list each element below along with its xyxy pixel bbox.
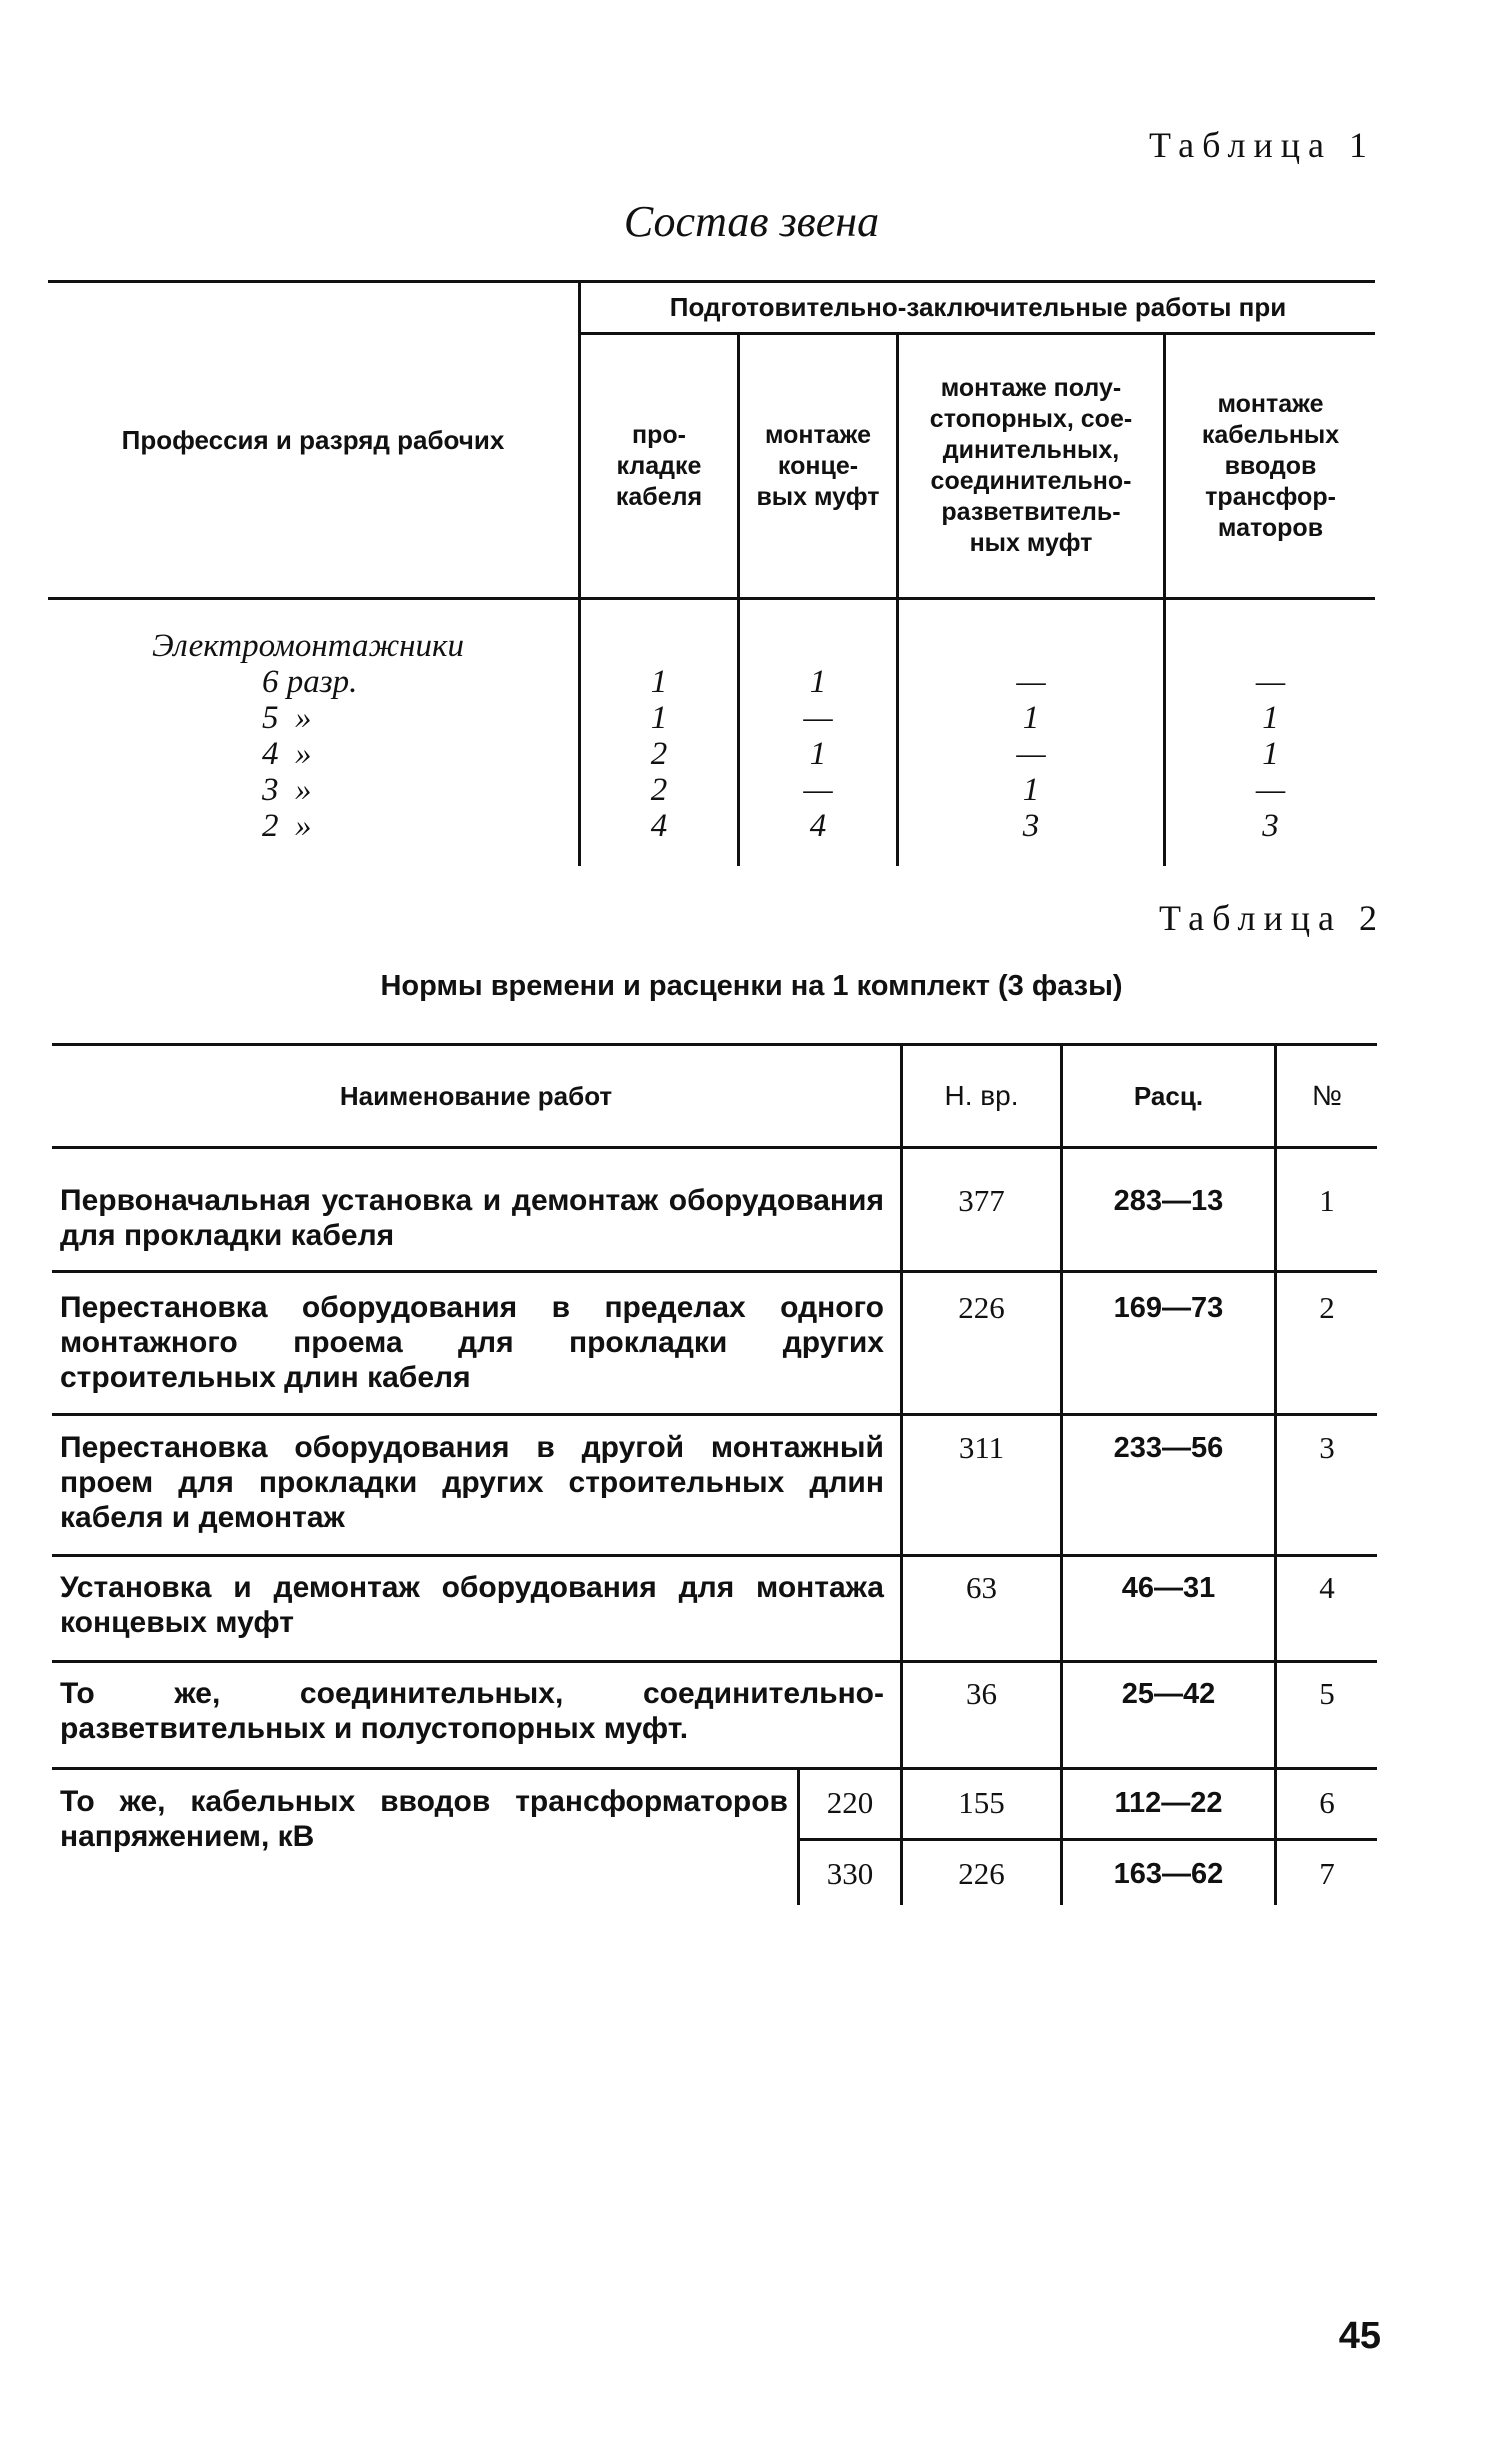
table2-subrow-voltage: 220 [826, 1785, 874, 1820]
table2-row-rate: 46—31 [1121, 1572, 1216, 1604]
table2-row-rule [52, 1554, 1377, 1557]
table2-row-norm: 377 [958, 1183, 1005, 1218]
table2-subrow-no: 6 [1319, 1785, 1335, 1820]
table2-row-no: 2 [1319, 1290, 1335, 1325]
table1-cell: 1 [650, 664, 668, 700]
table2-subrow-voltage: 330 [826, 1856, 874, 1891]
table2-row-name: Установка и демонтаж оборудования для монтажа концевых муфт [60, 1571, 884, 1639]
table1-row-grade: 4 » [262, 736, 312, 772]
table2-title: Нормы времени и расценки на 1 комплект (3 фазы) [380, 970, 1123, 1002]
table1-cell: — [1255, 772, 1286, 808]
table1-label: Таблица 1 [1149, 125, 1375, 165]
table1-cell: 1 [809, 664, 827, 700]
table1-cell: 1 [1022, 700, 1040, 736]
table2-row-rate: 233—56 [1113, 1432, 1224, 1464]
table1-header-col-4: монтаже кабельных вводов трансфор- маторов [1201, 389, 1340, 542]
table2-row-rule [52, 1767, 1377, 1770]
table2-row-name: Первоначальная установка и демонтаж оборудования для прокладки кабеля [60, 1184, 884, 1252]
table2-row-rule [52, 1413, 1377, 1416]
table1-cell: — [1016, 736, 1046, 772]
table2-row-norm: 36 [966, 1676, 997, 1711]
table2-row-rate: 25—42 [1121, 1678, 1216, 1710]
table1-header-rule [48, 597, 1375, 600]
table2-row-rule [52, 1270, 1377, 1273]
page-number: 45 [1338, 2315, 1381, 2357]
table1-cell: 1 [650, 700, 668, 736]
table1-cell: — [803, 772, 833, 808]
table2-vrule-norm [900, 1043, 903, 1905]
table1-header-col-3: монтаже полу- стопорных, сое- динительных, соединительно- разветвитель- ных муфт [929, 374, 1133, 557]
table1-cell: 1 [809, 736, 827, 772]
table1-row-grade: 6 разр. [262, 664, 358, 700]
table2-row-name: Перестановка оборудования в пределах одного монтажного проема для прокладки других строительных длин кабеля [60, 1291, 884, 1394]
table2-subrow-rule [797, 1838, 1377, 1841]
table2-label: Таблица 2 [1159, 898, 1385, 938]
table1-row-grade: 5 » [262, 700, 312, 736]
table1-row-grade: 3 » [262, 772, 312, 808]
table1-cell: 4 [650, 808, 668, 844]
table2-subrow-rate: 112—22 [1114, 1787, 1223, 1819]
table2-row-rule [52, 1660, 1377, 1663]
table2-subrow-no: 7 [1319, 1856, 1335, 1891]
table1-row-grade: 2 » [262, 808, 312, 844]
table1-header-group: Подготовительно-заключительные работы при [669, 292, 1287, 322]
table2-row-no: 4 [1319, 1570, 1335, 1605]
table2-header-name: Наименование работ [339, 1080, 613, 1111]
table2-header-rate: Расц. [1133, 1080, 1204, 1111]
table2-row-norm: 63 [966, 1570, 997, 1605]
table1-cell: — [1016, 664, 1046, 700]
table1-cell: 1 [1022, 772, 1040, 808]
table2-row-norm: 311 [958, 1430, 1005, 1465]
table2-header-rule [52, 1146, 1377, 1149]
table2-vrule-no [1274, 1043, 1277, 1905]
table1-title: Состав звена [623, 197, 880, 246]
table1-group-row: Электромонтажники [152, 628, 464, 664]
table1-cell: 1 [1262, 736, 1279, 772]
table1-cell: 3 [1022, 808, 1040, 844]
table1-header-col-2: монтаже конце- вых муфт [756, 420, 880, 511]
table2-row-rate: 169—73 [1113, 1292, 1224, 1324]
table1-cell: 1 [1262, 700, 1279, 736]
table2-row-rate: 283—13 [1113, 1185, 1224, 1217]
table1-header-col-1: про- кладке кабеля [615, 420, 703, 511]
table2-subrow-rate: 163—62 [1113, 1858, 1224, 1890]
table2-split-row-name: То же, кабельных вводов трансформаторов напряжением, кВ [60, 1785, 788, 1853]
table1-cell: 4 [809, 808, 827, 844]
table2-header-norm: Н. вр. [944, 1080, 1019, 1111]
table2-row-no: 3 [1319, 1430, 1335, 1465]
table2-row-name: Перестановка оборудования в другой монтажный проем для прокладки других строительных длин кабеля и демонтаж [60, 1431, 884, 1534]
table2-row-norm: 226 [958, 1290, 1005, 1325]
table2-row-name: То же, соединительных, соединительно-разветвительных и полустопорных муфт. [60, 1677, 884, 1745]
table1-cell: — [803, 700, 833, 736]
table2-row-no: 5 [1319, 1676, 1335, 1711]
table2-row-no: 1 [1319, 1183, 1335, 1218]
table2-header-no: № [1311, 1080, 1343, 1111]
table1-header-profession: Профессия и разряд рабочих [121, 424, 505, 455]
table2-subrow-norm: 155 [958, 1785, 1005, 1820]
table2-vrule-rate [1060, 1043, 1063, 1905]
table1-cell: — [1255, 664, 1286, 700]
table1-cell: 2 [650, 772, 668, 808]
table2-subrow-norm: 226 [958, 1856, 1005, 1891]
table1-cell: 3 [1262, 808, 1279, 844]
table1-cell: 2 [650, 736, 668, 772]
